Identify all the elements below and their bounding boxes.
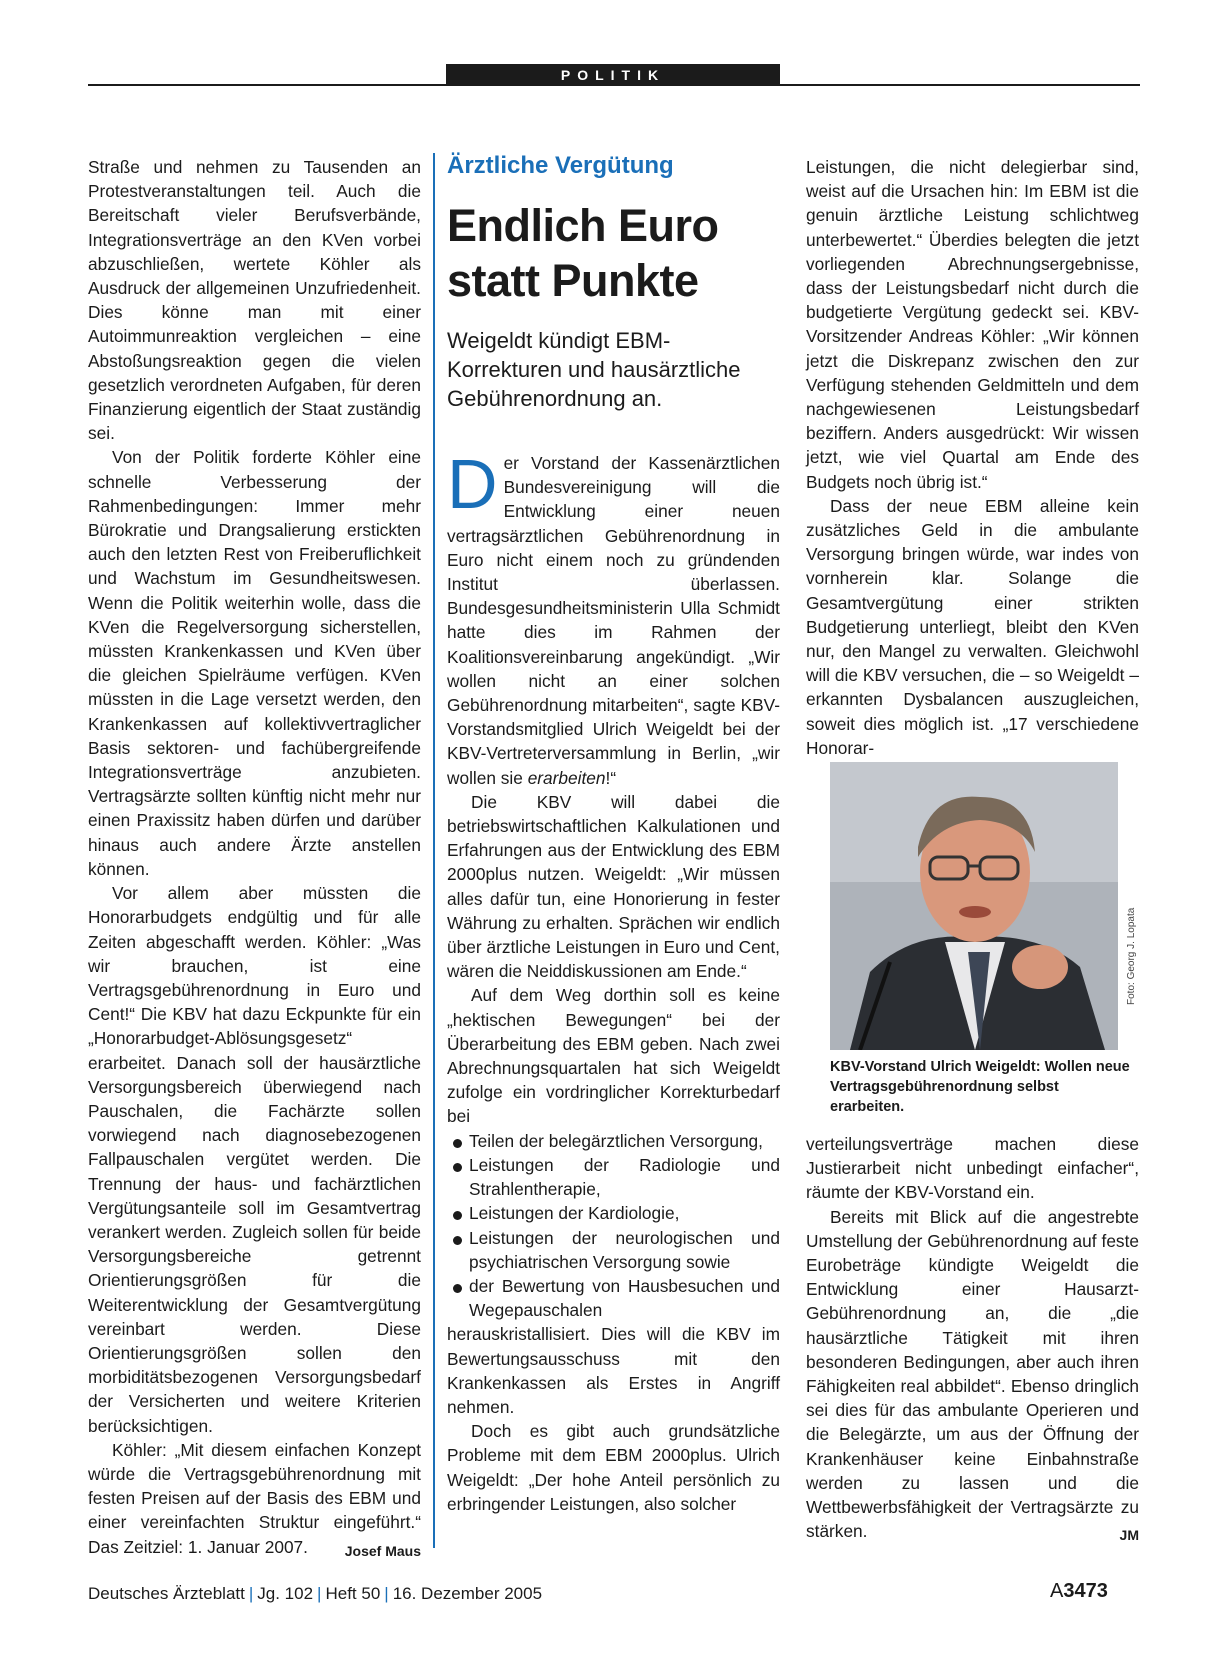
bullet-text: Leistungen der Kardiologie, [469,1203,680,1224]
column-center [447,150,780,1516]
bullet-text: der Bewertung von Hausbesuchen und Wegepauschalen [469,1275,780,1321]
paragraph: Von der Politik forderte Köhler eine schnelle Verbesserung der Rahmenbedingungen: Immer mehr Bürokratie und Drangsalierung erstickten auch den letzten Rest von Freiberuflichkeit und Wachstum im Gesundheitswesen. Wenn die Politik weiterhin wolle, dass die KVen die Regelversorgung sicherstellen, müssten Krankenkassen und KVen über die gleichen Spielräume verfügen. KVen müssten in die Lage versetzt werden, den Krankenkassen auf kollektivvertraglicher Basis sektoren- und fachübergreifende Integrationsverträge anzubieten. Vertragsärzte sollten künftig nicht mehr nur einen Praxissitz haben dürfen und darüber hinaus auch andere Ärzte anstellen können. [88,447,421,879]
author-byline: Josef Maus [344,1542,421,1559]
drop-cap: D [447,445,498,523]
bullet-text: Leistungen der Radiologie und Strahlentherapie, [469,1154,780,1200]
footer [88,1584,542,1604]
footer-separator: | [384,1584,389,1603]
paragraph-text: Bereits mit Blick auf die angestrebte Umstellung der Gebührenordnung auf feste Eurobeträge kündigte Weigeldt die Entwicklung einer Hausarzt-Gebührenordnung an, die „die hausärztliche Tätigkeit mit ihren besonderen Bedingungen, aber auch ihren Fähigkeiten real abbildet“. Ebenso dringlich sei dies für das ambulante Operieren und die Belegärzte, um aus der Öffnung der Krankenhäuser keine Einbahnstraße werden zu lassen und die Wettbewerbsfähigkeit der Vertragsärzte zu stärken. [806,1206,1139,1542]
bullet-item [469,1129,780,1153]
paragraph: Vor allem aber müssten die Honorarbudgets endgültig und für alle Zeiten abgeschafft werden. Köhler: „Was wir brauchen, ist eine Vertragsgebührenordnung in Euro und Cent!“ Die KBV hat dazu Eckpunkte für ein „Honorarbudget-Ablösungsgesetz“ erarbeitet. Danach soll der hausärztliche Versorgungsbereich überwiegend nach Pauschalen, die Fachärzte sollen vorwiegend nach diagnosebezogenen Fallpauschalen vergütet werden. Die Trennung der haus- und fachärztlichen Vergütungsanteile soll im Gesamtvertrag verankert werden. Zugleich sollen für beide Versorgungsbereiche getrennt Orientierungsgrößen für die Weiterentwicklung der Gesamtvergütung vereinbart werden. Diese Orientierungsgrößen sollen den morbiditätsbezogenen Versorgungsbedarf der Versicherten und weitere Kriterien berücksichtigen. [88,883,421,1436]
author-byline: JM [1119,1527,1139,1544]
footer-separator: | [317,1584,322,1603]
paragraph: herauskristallisiert. Dies will die KBV im Bewertungsausschuss mit den Krankenkassen als Erstes in Angriff nehmen. [447,1324,780,1417]
paragraph: Auf dem Weg dorthin soll es keine „hektischen Bewegungen“ bei der Überarbeitung des EBM geben. Nach zwei Abrechnungsquartalen hat sich Weigeldt zufolge ein vordringlicher Korrekturbedarf bei [447,985,780,1127]
emphasis-text: erarbeiten [527,767,606,788]
bullet-icon [453,1284,462,1293]
page-number [1050,1580,1108,1603]
paragraph: Leistungen, die nicht delegierbar sind, weist auf die Ursachen hin: Im EBM ist die genuin ärztliche Leistung schlichtweg unterbewertet.“ Überdies belegten die jetzt vorliegenden Abrechnungsergebnisse, dass der Leistungsbedarf nicht durch die budgetierte Vergütung gedeckt sei. KBV-Vorsitzender Andreas Köhler: „Wir können jetzt die Diskrepanz zwischen den zur Verfügung stehenden Geldmitteln und dem nachgewiesenen Leistungsbedarf beziffern. Anders ausgedrückt: Wir wissen jetzt, wie viel Quartal am Ende des Budgets noch übrig ist.“ [806,157,1139,492]
footer-separator: | [248,1584,254,1603]
paragraph-text: er Vorstand der Kassenärztlichen Bundesvereinigung will die Entwicklung einer neuen vertragsärztlichen Gebührenordnung in Euro nicht einem noch zu gründenden Institut überlassen. Bundesgesundheitsministerin Ulla Schmidt hatte dies im Rahmen der Koalitionsvereinbarung angekündigt. „Wir wollen nicht an einer solchen Gebührenordnung mitarbeiten“, sagte KBV-Vorstandsmitglied Ulrich Weigeldt bei der KBV-Vertreterversammlung in Berlin, „wir wollen sie [447,453,780,788]
issue-date: 16. Dezember 2005 [392,1584,543,1603]
lead-paragraph [447,445,780,790]
photo-credit: Foto: Georg J. Lopata [1126,907,1137,1005]
paragraph: Straße und nehmen zu Tausenden an Protestveranstaltungen teil. Auch die Bereitschaft vieler Berufsverbände, Integrationsverträge an den KVen vorbei abzuschließen, wertete Köhler als Ausdruck der allgemeinen Unzufriedenheit. Dies könne man mit einer Autoimmunreaktion vergleichen – eine Abstoßungsreaktion gegen die vielen gesetzlich verordneten Aufgaben, für deren Finanzierung eigentlich der Staat zuständig sei. [88,157,421,444]
paragraph [806,1205,1139,1544]
paragraph-text: !“ [605,767,617,788]
page-prefix: A [1050,1580,1064,1602]
paragraph: Doch es gibt auch grundsätzliche Probleme mit dem EBM 2000plus. Ulrich Weigeldt: „Der hohe Anteil persönlich zu erbringender Leistungen, also solcher [447,1421,780,1514]
page-number-value: 3473 [1063,1580,1108,1602]
article-kicker: Ärztliche Vergütung [447,152,674,179]
bullet-list [447,1129,780,1323]
paragraph [88,1438,421,1559]
bullet-item [469,1201,780,1225]
bullet-icon [453,1139,462,1148]
bullet-icon [453,1211,462,1220]
article-headline: Endlich Euro statt Punkte [447,200,719,306]
portrait-illustration [830,762,1118,1050]
bullet-item [469,1226,780,1274]
column-left [88,155,421,1563]
column-right [806,155,1139,760]
column-right-continued [806,1132,1139,1547]
section-label: POLITIK [446,64,780,86]
bullet-icon [453,1236,462,1245]
column-divider [433,153,435,1548]
bullet-item [469,1153,780,1201]
bullet-text: Leistungen der neurologischen und psychiatrischen Versorgung sowie [469,1227,780,1272]
paragraph-text: Köhler: „Mit diesem einfachen Konzept würde die Vertragsgebührenordnung mit festen Preisen auf der Basis des EBM und einer vereinfachten Struktur eingeführt.“ Das Zeitziel: 1. Januar 2007. [88,1439,421,1557]
paragraph: Die KBV will dabei die betriebswirtschaftlichen Kalkulationen und Erfahrungen aus der Entwicklung des EBM 2000plus nutzen. Weigeldt: „Wir müssen alles dafür tun, eine Honorierung in fester Währung zu erhalten. Sprächen wir endlich über ärztliche Leistungen in Euro und Cent, wären die Neiddiskussionen am Ende.“ [447,791,780,982]
portrait-photo [830,762,1118,1050]
volume: Jg. 102 [257,1584,314,1603]
paragraph: Dass der neue EBM alleine kein zusätzliches Geld in die ambulante Versorgung bringen würde, war indes von vornherein klar. Solange die Gesamtvergütung einer strikten Budgetierung unterliegt, bleibt den KVen nur, den Mangel zu verwalten. Gleichwohl will die KBV versuchen, die – so Weigeldt – erkannten Dysbalancen auszugleichen, soweit dies möglich ist. „17 verschiedene Honorar- [806,495,1139,758]
bullet-item [469,1274,780,1322]
photo-caption: KBV-Vorstand Ulrich Weigeldt: Wollen neue Vertragsgebührenordnung selbst erarbeiten. [830,1059,1130,1115]
bullet-icon [453,1163,462,1172]
article-subhead: Weigeldt kündigt EBM-Korrekturen und hausärztliche Gebührenordnung an. [447,328,741,411]
issue: Heft 50 [325,1584,381,1603]
paragraph: verteilungsverträge machen diese Justierarbeit nicht unbedingt einfacher“, räumte der KBV-Vorstand ein. [806,1134,1139,1203]
bullet-text: Teilen der belegärztlichen Versorgung, [469,1130,763,1151]
journal-name: Deutsches Ärzteblatt [88,1584,245,1603]
